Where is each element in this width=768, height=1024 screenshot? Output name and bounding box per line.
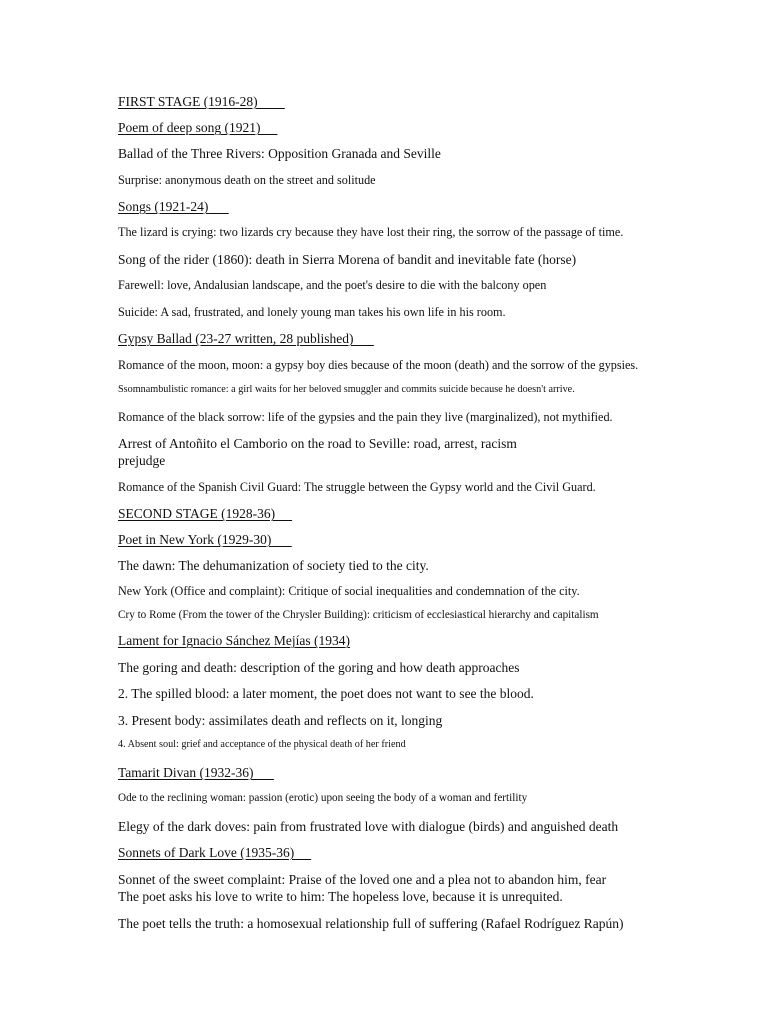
text-line: Farewell: love, Andalusian landscape, and the poet's desire to die with the balcony open: [118, 278, 547, 292]
work-heading-poem-of-deep-song: Poem of deep song (1921): [118, 120, 261, 135]
text-line: Romance of the moon, moon: a gypsy boy dies because of the moon (death) and the sorrow of the gypsies.: [118, 358, 639, 372]
work-heading-tamarit-divan: Tamarit Divan (1932-36): [118, 765, 254, 780]
text-line: New York (Office and complaint): Critique of social inequalities and condemnation of the city.: [118, 584, 580, 598]
work-heading-gypsy-ballad: Gypsy Ballad (23-27 written, 28 published): [118, 331, 354, 346]
section-heading-first-stage: FIRST STAGE (1916-28): [118, 94, 258, 109]
text-line: Suicide: A sad, frustrated, and lonely young man takes his own life in his room.: [118, 305, 506, 319]
text-line: Song of the rider (1860): death in Sierra Morena of bandit and inevitable fate (horse): [118, 252, 577, 267]
text-line: 4. Absent soul: grief and acceptance of the physical death of her friend: [118, 739, 406, 750]
text-line: The poet asks his love to write to him: The hopeless love, because it is unrequited.: [118, 889, 563, 904]
text-line: Arrest of Antoñito el Camborio on the road to Seville: road, arrest, racism: [118, 436, 517, 451]
text-line: Romance of the black sorrow: life of the gypsies and the pain they live (marginalized), not mythified.: [118, 410, 613, 424]
text-line: Ode to the reclining woman: passion (erotic) upon seeing the body of a woman and fertility: [118, 792, 528, 804]
work-heading-sonnets-of-dark-love: Sonnets of Dark Love (1935-36): [118, 845, 295, 860]
text-line: Surprise: anonymous death on the street and solitude: [118, 173, 376, 187]
text-line: 3. Present body: assimilates death and reflects on it, longing: [118, 713, 443, 728]
section-heading-second-stage: SECOND STAGE (1928-36): [118, 506, 276, 521]
text-line: The poet tells the truth: a homosexual relationship full of suffering (Rafael Rodríguez Rapún): [118, 916, 624, 931]
text-line: Ballad of the Three Rivers: Opposition Granada and Seville: [118, 146, 441, 161]
text-line: Sonnet of the sweet complaint: Praise of the loved one and a plea not to abandon him, fear: [118, 872, 607, 887]
work-heading-songs: Songs (1921-24): [118, 199, 209, 214]
text-line: Ssomnambulistic romance: a girl waits for her beloved smuggler and commits suicide because he doesn't arrive.: [118, 384, 575, 395]
work-heading-lament-for-ignacio: Lament for Ignacio Sánchez Mejías (1934): [118, 633, 351, 648]
work-heading-poet-in-new-york: Poet in New York (1929-30): [118, 532, 272, 547]
text-line: The lizard is crying: two lizards cry because they have lost their ring, the sorrow of the passage of time.: [118, 225, 624, 239]
text-line: Cry to Rome (From the tower of the Chrysler Building): criticism of ecclesiastical hierarchy and capitalism: [118, 609, 599, 621]
text-line: Romance of the Spanish Civil Guard: The struggle between the Gypsy world and the Civil Guard.: [118, 480, 596, 494]
text-line: The goring and death: description of the goring and how death approaches: [118, 660, 520, 675]
text-line: Elegy of the dark doves: pain from frustrated love with dialogue (birds) and anguished death: [118, 819, 619, 834]
text-line: 2. The spilled blood: a later moment, the poet does not want to see the blood.: [118, 686, 534, 701]
text-line: The dawn: The dehumanization of society tied to the city.: [118, 558, 429, 573]
text-line: prejudge: [118, 453, 166, 468]
